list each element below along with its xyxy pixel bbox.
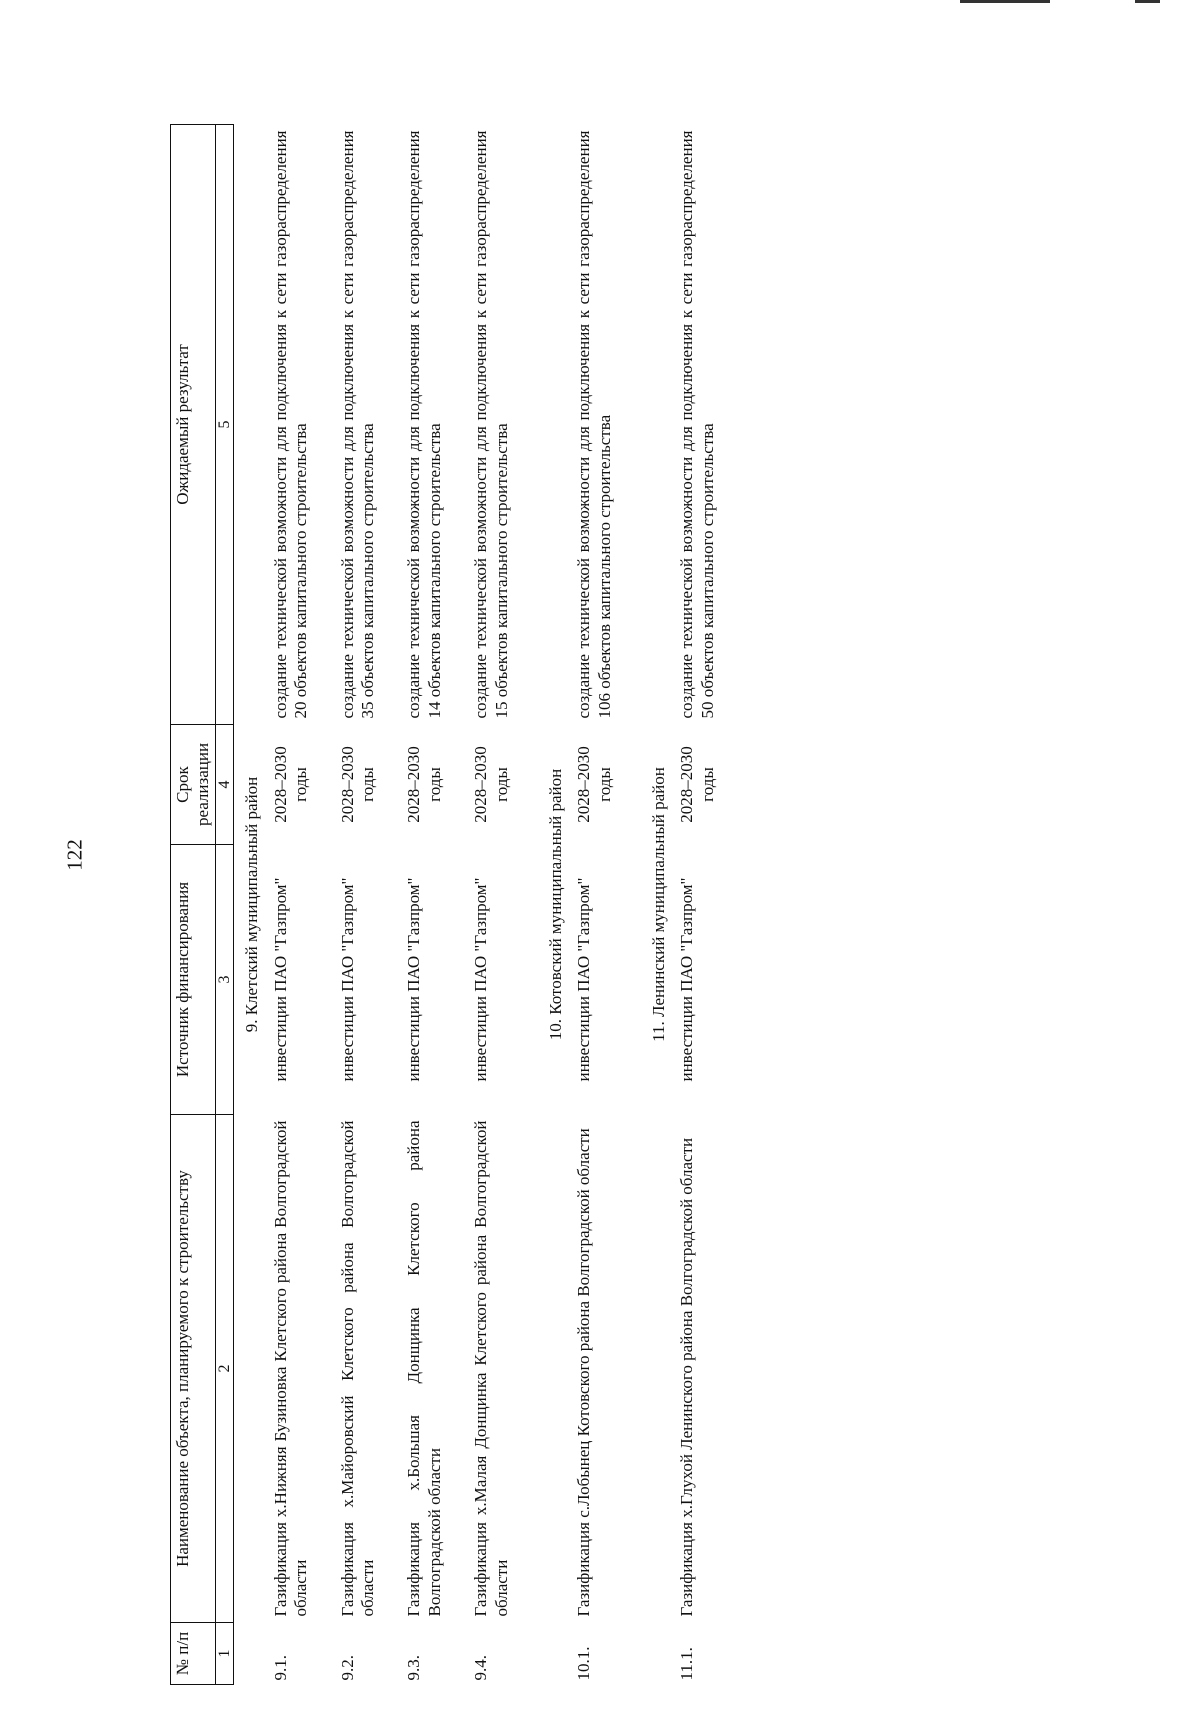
scan-edge-mark bbox=[960, 0, 1050, 3]
row-number: 11.1. bbox=[677, 1647, 697, 1681]
implementation-term: 2028–2030 годы bbox=[404, 746, 444, 823]
implementation-term: 2028–2030 годы bbox=[471, 746, 511, 823]
row-number: 10.1. bbox=[574, 1646, 594, 1681]
section-title: 11. Ленинский муниципальный район bbox=[649, 767, 669, 1042]
column-number-row bbox=[215, 125, 234, 1685]
table-row bbox=[404, 125, 471, 1685]
rotated-table-sheet bbox=[170, 125, 1010, 1685]
object-name: Газификация х.Глухой Ленинского района Волгоградской области bbox=[677, 1137, 697, 1617]
column-number: 2 bbox=[215, 1115, 234, 1623]
implementation-term: 2028–2030 годы bbox=[270, 746, 311, 823]
header-row bbox=[171, 125, 216, 1685]
scan-edge-mark bbox=[1135, 0, 1160, 3]
object-name: Газификация х.Нижняя Бузиновка Клетского района Волгоградской области bbox=[270, 1120, 311, 1617]
table-row bbox=[677, 125, 744, 1685]
column-number: 5 bbox=[215, 125, 234, 725]
section-header bbox=[641, 125, 677, 1685]
row-number: 9.2. bbox=[337, 1655, 357, 1681]
section-title: 9. Клетский муниципальный район bbox=[242, 776, 262, 1033]
page-number: 122 bbox=[62, 839, 87, 871]
funding-source: инвестиции ПАО "Газпром" bbox=[270, 877, 290, 1082]
implementation-term: 2028–2030 годы bbox=[337, 746, 377, 823]
table-row bbox=[271, 125, 338, 1685]
header-num: № п/п bbox=[171, 1623, 216, 1685]
row-number: 9.1. bbox=[270, 1655, 290, 1681]
header-term: Срок реализации bbox=[171, 725, 216, 845]
funding-source: инвестиции ПАО "Газпром" bbox=[337, 877, 357, 1082]
section-header bbox=[234, 125, 271, 1685]
object-name: Газификация х.Майоровский Клетского района Волгоградской области bbox=[337, 1120, 377, 1617]
object-name: Газификация с.Лобынец Котовского района Волгоградской области bbox=[574, 1128, 594, 1617]
funding-source: инвестиции ПАО "Газпром" bbox=[404, 877, 424, 1082]
funding-source: инвестиции ПАО "Газпром" bbox=[574, 877, 594, 1082]
implementation-term: 2028–2030 годы bbox=[677, 746, 717, 823]
column-number: 1 bbox=[215, 1623, 234, 1685]
column-number: 4 bbox=[215, 725, 234, 845]
table-row bbox=[338, 125, 405, 1685]
expected-result: создание технической возможности для подключения к сети газораспределения 20 объектов капитального строительства bbox=[270, 130, 311, 719]
row-number: 9.4. bbox=[471, 1655, 491, 1681]
expected-result: создание технической возможности для подключения к сети газораспределения 106 объектов капитального строительства bbox=[574, 130, 614, 719]
column-number: 3 bbox=[215, 845, 234, 1115]
implementation-term: 2028–2030 годы bbox=[574, 746, 614, 823]
expected-result: создание технической возможности для подключения к сети газораспределения 15 объектов капитального строительства bbox=[471, 130, 511, 719]
expected-result: создание технической возможности для подключения к сети газораспределения 14 объектов капитального строительства bbox=[404, 130, 444, 719]
header-expected-result: Ожидаемый результат bbox=[171, 125, 216, 725]
section-title: 10. Котовский муниципальный район bbox=[545, 768, 565, 1041]
object-name: Газификация х.Большая Донщинка Клетского района Волгоградской области bbox=[404, 1120, 444, 1617]
table-row bbox=[574, 125, 641, 1685]
header-funding-source: Источник финансирования bbox=[171, 845, 216, 1115]
gasification-table bbox=[170, 124, 744, 1685]
expected-result: создание технической возможности для подключения к сети газораспределения 50 объектов капитального строительства bbox=[677, 130, 717, 719]
funding-source: инвестиции ПАО "Газпром" bbox=[471, 877, 491, 1082]
expected-result: создание технической возможности для подключения к сети газораспределения 35 объектов капитального строительства bbox=[337, 130, 377, 719]
row-number: 9.3. bbox=[404, 1655, 424, 1681]
object-name: Газификация х.Малая Донщинка Клетского района Волгоградской области bbox=[471, 1120, 511, 1617]
section-header bbox=[538, 125, 574, 1685]
header-object-name: Наименование объекта, планируемого к строительству bbox=[171, 1115, 216, 1623]
funding-source: инвестиции ПАО "Газпром" bbox=[677, 877, 697, 1082]
table-row bbox=[471, 125, 538, 1685]
